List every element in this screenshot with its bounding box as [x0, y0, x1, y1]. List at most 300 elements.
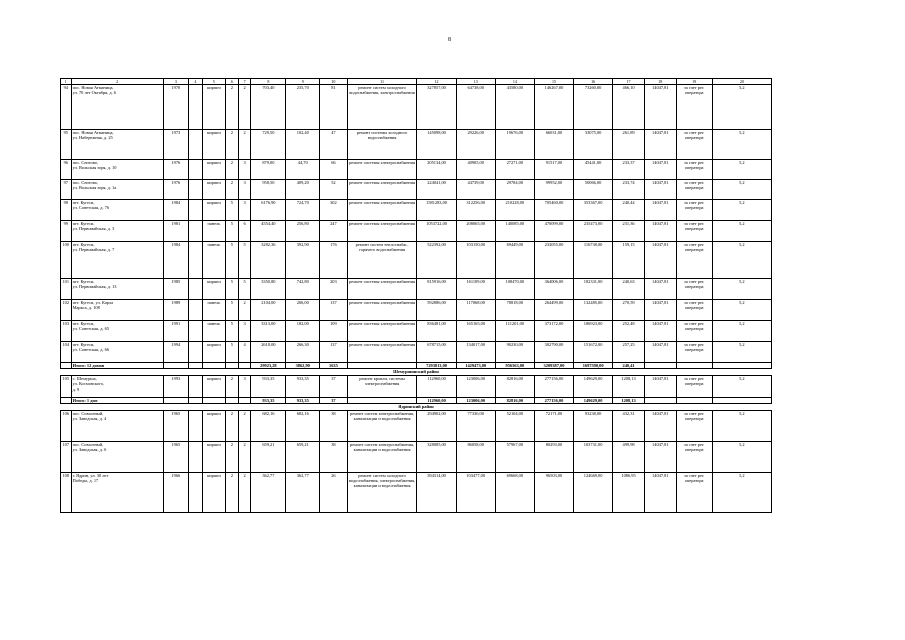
table-cell: 123006,00 — [456, 397, 495, 403]
table-cell: ремонт системы электроснабжения — [347, 321, 417, 342]
table-cell: 43580,00 — [495, 85, 534, 130]
table-row — [61, 321, 772, 342]
table-cell: 116738,00 — [574, 242, 613, 279]
table-cell: за счет рег. оператора — [676, 342, 712, 363]
table-cell: 14047,81 — [644, 279, 676, 300]
table-cell: 44739,00 — [456, 180, 495, 200]
table-cell: 1208,13 — [613, 375, 645, 397]
table-cell: ремонт систем электроснабжения, канализации и водоснабжения — [347, 441, 417, 472]
table-cell: 678715,00 — [417, 342, 456, 363]
table-cell: 14047,81 — [644, 160, 676, 180]
table-cell: 149629,00 — [574, 397, 613, 403]
table-cell: 69668,00 — [495, 472, 534, 512]
table-cell: 240,63 — [613, 279, 645, 300]
table-cell: 14047,81 — [644, 221, 676, 242]
table-cell: 33075,00 — [574, 130, 613, 160]
table-cell: 3 — [238, 180, 251, 200]
table-cell: ремонт систем холодного водоснабжения, электроснабжения, канализации и водоснабжения — [347, 472, 417, 512]
table-cell: 103 — [61, 321, 72, 342]
table-cell: 933,35 — [286, 397, 320, 403]
table-cell: 2 — [226, 410, 239, 441]
table-cell: 703,40 — [251, 85, 286, 130]
table-cell: 1965 — [163, 410, 188, 441]
table-row — [61, 279, 772, 300]
table-cell: 117068,00 — [456, 300, 495, 321]
table-cell: 145098,00 — [417, 130, 456, 160]
table-cell: 14047,81 — [644, 472, 676, 512]
table-cell: Итого: 12 домов — [71, 363, 163, 369]
column-number-cell: 6 — [226, 79, 239, 85]
table-cell: 5,2 — [712, 85, 771, 130]
table-cell: 2 — [226, 180, 239, 200]
table-cell: 96 — [61, 160, 72, 180]
table-cell: пос. Новая Атманица, ул. Набережная, д. 25 — [71, 130, 163, 160]
table-cell: 2 — [226, 375, 239, 397]
table-cell: 1053722,00 — [417, 221, 456, 242]
table-cell: 224041,00 — [417, 180, 456, 200]
table-cell: 470099,00 — [534, 221, 573, 242]
table-cell: 266,30 — [286, 342, 320, 363]
table-cell: 95 — [61, 130, 72, 160]
table-cell: за счет рег. оператора — [676, 180, 712, 200]
table-cell: 102,40 — [286, 130, 320, 160]
table-cell: 373172,00 — [534, 321, 573, 342]
table-cell: кирпич — [202, 342, 225, 363]
table-cell: 91517,00 — [534, 160, 573, 180]
table-cell — [189, 375, 203, 397]
table-cell: 77330,00 — [456, 410, 495, 441]
table-cell: 109 — [320, 321, 348, 342]
table-cell: 5,2 — [712, 279, 771, 300]
table-cell: 5 — [226, 342, 239, 363]
table-cell: 5,2 — [712, 180, 771, 200]
table-cell: 99 — [61, 221, 72, 242]
table-cell: 6 — [238, 221, 251, 242]
table-cell: 432,31 — [613, 410, 645, 441]
table-cell: 107 — [61, 441, 72, 472]
table-cell: ремонт системы электроснабжения — [347, 300, 417, 321]
table-cell — [189, 130, 203, 160]
table-cell: ремонт системы электроснабжения — [347, 221, 417, 242]
table-cell: 327857,00 — [417, 85, 456, 130]
table-cell: 57967,00 — [495, 441, 534, 472]
table-cell: 37 — [320, 375, 348, 397]
table-cell: 2 — [238, 441, 251, 472]
table-cell: за счет рег. оператора — [676, 242, 712, 279]
table-cell: 137 — [320, 300, 348, 321]
table-cell: 252,48 — [613, 321, 645, 342]
table-cell: 1086,95 — [613, 472, 645, 512]
table-cell: кирпич — [202, 375, 225, 397]
table-cell: 5,2 — [712, 221, 771, 242]
table-cell: 270,59 — [613, 300, 645, 321]
table-cell: 14047,81 — [644, 85, 676, 130]
table-cell: 2 — [238, 130, 251, 160]
table-cell: 394314,00 — [417, 472, 456, 512]
table-cell: 257,25 — [613, 342, 645, 363]
table-cell: 5 — [226, 221, 239, 242]
table-cell: 247 — [320, 221, 348, 242]
table-cell: 5,2 — [712, 472, 771, 512]
table-cell: г. Ядрин, ул. 30 лет Победы, д. 17 — [71, 472, 163, 512]
table-cell: 5,2 — [712, 130, 771, 160]
table-cell: 3862,90 — [286, 363, 320, 369]
table-cell: 2618,00 — [251, 342, 286, 363]
repair-plan-table — [60, 78, 772, 513]
table-cell: пос. Сеитово, ул. Вольская зоря, д. 10 — [71, 160, 163, 180]
table-row — [61, 130, 772, 160]
table-cell: кирпич — [202, 130, 225, 160]
table-cell: ремонт системы электроснабжения — [347, 342, 417, 363]
table-cell: 108470,00 — [495, 279, 534, 300]
table-cell: 112960,00 — [417, 397, 456, 403]
table-cell: кирпич — [202, 472, 225, 512]
table-cell: за счет рег. оператора — [676, 441, 712, 472]
table-cell: 40905,00 — [456, 160, 495, 180]
column-number-cell: 2 — [71, 79, 163, 85]
table-cell: 5 — [238, 279, 251, 300]
table-cell: 14047,81 — [644, 130, 676, 160]
table-cell: 14047,81 — [644, 342, 676, 363]
table-cell: ремонт системы электроснабжения — [347, 200, 417, 221]
table-cell: пгт. Кугеси, ул. Первомайская, д. 3 — [71, 221, 163, 242]
table-cell: 4554,40 — [251, 221, 286, 242]
table-cell: 1973 — [163, 130, 188, 160]
table-cell: ремонт кровли, системы электроснабжения — [347, 375, 417, 397]
table-cell: 235473,00 — [574, 221, 613, 242]
table-cell: 705460,00 — [534, 200, 573, 221]
table-cell: 1984 — [163, 242, 188, 279]
table-cell: 38 — [320, 441, 348, 472]
table-cell: пгт. Кугеси, ул. Первомайская, д. 13 — [71, 279, 163, 300]
table-cell: 100 — [61, 242, 72, 279]
table-cell: 933,35 — [251, 397, 286, 403]
table-cell: 38 — [320, 410, 348, 441]
table-cell: 208065,00 — [456, 221, 495, 242]
table-cell: 2 — [226, 441, 239, 472]
table-cell: 2104,00 — [251, 300, 286, 321]
table-cell: кирпич — [202, 160, 225, 180]
table-cell: 235,70 — [286, 85, 320, 130]
table-cell: 3 — [238, 375, 251, 397]
table-cell: за счет рег. оператора — [676, 200, 712, 221]
table-cell: 5 — [226, 300, 239, 321]
table-cell: пос. Сеитово, ул. Вольская зоря, д. 1а — [71, 180, 163, 200]
table-cell: 94 — [61, 85, 72, 130]
table-cell: 90230,00 — [495, 342, 534, 363]
table-cell: 140085,00 — [495, 221, 534, 242]
table-cell: 682,16 — [251, 410, 286, 441]
table-cell: 233055,00 — [534, 242, 573, 279]
table-cell: 82816,00 — [495, 375, 534, 397]
district-heading: Ядринский район — [61, 404, 772, 410]
table-cell: кирпич — [202, 180, 225, 200]
table-cell: 5,2 — [712, 242, 771, 279]
column-number-cell: 16 — [574, 79, 613, 85]
column-number-cell: 13 — [456, 79, 495, 85]
table-cell: 2 — [226, 472, 239, 512]
table-cell: 3 — [238, 321, 251, 342]
column-number-cell: 14 — [495, 79, 534, 85]
column-number-cell: 15 — [534, 79, 573, 85]
table-cell: 233,74 — [613, 180, 645, 200]
table-cell: 210228,00 — [495, 200, 534, 221]
table-row — [61, 300, 772, 321]
table-cell — [189, 221, 203, 242]
column-number-cell: 17 — [613, 79, 645, 85]
table-cell: 5 — [226, 321, 239, 342]
table-cell: 66 — [320, 160, 348, 180]
table-cell: 19676,00 — [495, 130, 534, 160]
table-cell: 3313,00 — [251, 321, 286, 342]
table-cell — [189, 160, 203, 180]
table-cell: 176 — [320, 242, 348, 279]
table-cell: 3 — [238, 160, 251, 180]
table-cell: 105 — [61, 375, 72, 397]
table-cell: 50066,00 — [574, 180, 613, 200]
table-cell — [189, 321, 203, 342]
table-row — [61, 242, 772, 279]
table-cell: 103477,00 — [456, 472, 495, 512]
table-cell: за счет рег. оператора — [676, 160, 712, 180]
table-cell: 1991 — [163, 321, 188, 342]
table-cell: кирпич — [202, 200, 225, 221]
table-cell: за счет рег. оператора — [676, 472, 712, 512]
table-cell: 52 — [320, 180, 348, 200]
table-cell: 466,10 — [613, 85, 645, 130]
table-cell: 742,80 — [286, 279, 320, 300]
table-cell: за счет рег. оператора — [676, 321, 712, 342]
table-cell: ремонт системы электроснабжения — [347, 180, 417, 200]
table-cell: 101 — [61, 279, 72, 300]
table-cell — [189, 200, 203, 221]
table-cell: 362,77 — [286, 472, 320, 512]
table-cell: 78818,00 — [495, 300, 534, 321]
table-cell: 98 — [61, 200, 72, 221]
table-cell — [189, 300, 203, 321]
table-cell: 14047,81 — [644, 321, 676, 342]
table-cell: за счет рег. оператора — [676, 410, 712, 441]
table-cell: ремонт систем электроснабжения, канализации и водоснабжения — [347, 410, 417, 441]
table-cell: 2 — [238, 85, 251, 130]
table-cell: 134017,00 — [456, 342, 495, 363]
table-cell: панель — [202, 221, 225, 242]
table-cell: 93238,00 — [574, 410, 613, 441]
table-cell: 522392,00 — [417, 242, 456, 279]
district-heading: Шемуршинский район — [61, 369, 772, 375]
table-cell: 3209387,00 — [534, 363, 573, 369]
table-cell: 1965 — [163, 441, 188, 472]
table-cell: 45441,00 — [574, 160, 613, 180]
table-cell: кирпич — [202, 441, 225, 472]
table-cell — [189, 85, 203, 130]
table-cell: ремонт системы электроснабжения — [347, 279, 417, 300]
table-cell: 2 — [238, 300, 251, 321]
table-row — [61, 342, 772, 363]
table-cell: 165165,00 — [456, 321, 495, 342]
table-cell: 182,00 — [286, 321, 320, 342]
table-cell: 1208,13 — [613, 397, 645, 403]
table-row — [61, 85, 772, 130]
table-cell: 1697590,00 — [574, 363, 613, 369]
table-cell: 161109,00 — [456, 279, 495, 300]
table-cell: с. Шемурша, ул. Космовского, д. 9 — [71, 375, 163, 397]
table-cell: 112960,00 — [417, 375, 456, 397]
table-cell: 52104,00 — [495, 410, 534, 441]
column-number-cell: 1 — [61, 79, 72, 85]
table-cell: 1429473,00 — [456, 363, 495, 369]
table-cell: 5 — [226, 242, 239, 279]
table-cell: 836481,00 — [417, 321, 456, 342]
table-cell: 312256,00 — [456, 200, 495, 221]
table-row — [61, 180, 772, 200]
table-cell: 14047,81 — [644, 410, 676, 441]
table-cell: 103731,00 — [574, 441, 613, 472]
table-cell: 103150,00 — [456, 242, 495, 279]
table-cell: кирпич — [202, 85, 225, 130]
table-cell: 294902,00 — [417, 410, 456, 441]
table-cell: 392,90 — [286, 242, 320, 279]
table-cell: кирпич — [202, 279, 225, 300]
table-cell: панель — [202, 321, 225, 342]
table-cell: 1994 — [163, 342, 188, 363]
table-cell: пгт. Кугеси, ул. Советская, д. 76 — [71, 200, 163, 221]
table-cell: 137 — [320, 342, 348, 363]
table-cell: за счет рег. оператора — [676, 221, 712, 242]
table-cell: 2 — [238, 410, 251, 441]
table-cell: 132485,00 — [574, 300, 613, 321]
table-cell: 206,00 — [286, 300, 320, 321]
table-cell: 5,2 — [712, 160, 771, 180]
table-cell: 14047,81 — [644, 300, 676, 321]
table-cell: 5 — [226, 200, 239, 221]
column-number-cell: 12 — [417, 79, 456, 85]
table-cell: 123006,00 — [456, 375, 495, 397]
table-cell: 1989 — [163, 300, 188, 321]
table-cell: пгт. Кугеси, ул. Советская, д. 66 — [71, 342, 163, 363]
table-row — [61, 200, 772, 221]
page-number: 8 — [448, 37, 451, 43]
table-cell: 659,21 — [251, 441, 286, 472]
table-cell — [189, 472, 203, 512]
table-cell: панель — [202, 300, 225, 321]
table-cell: 933,35 — [251, 375, 286, 397]
table-cell: 186923,00 — [574, 321, 613, 342]
table-cell: 149629,00 — [574, 375, 613, 397]
table-row — [61, 472, 772, 512]
table-cell: 362,77 — [251, 472, 286, 512]
table-cell: 5,2 — [712, 200, 771, 221]
table-cell: 99952,00 — [534, 180, 573, 200]
table-cell: 14047,81 — [644, 375, 676, 397]
table-cell: пос. Совхозный, ул. Заводская, д. 6 — [71, 441, 163, 472]
table-cell: 96503,00 — [534, 472, 573, 512]
table-row — [61, 441, 772, 472]
table-cell — [189, 441, 203, 472]
table-cell: 44,70 — [286, 160, 320, 180]
table-cell: 72171,00 — [534, 410, 573, 441]
table-cell: 151672,00 — [574, 342, 613, 363]
table-cell: 73260,00 — [574, 85, 613, 130]
table-cell: за счет рег. оператора — [676, 300, 712, 321]
table-row — [61, 221, 772, 242]
table-cell: 1985 — [163, 279, 188, 300]
table-cell: 205134,00 — [417, 160, 456, 180]
table-cell: 5,2 — [712, 321, 771, 342]
table-cell: 69449,00 — [495, 242, 534, 279]
table-cell: 64738,00 — [456, 85, 495, 130]
table-cell: 159,15 — [613, 242, 645, 279]
column-number-cell: 10 — [320, 79, 348, 85]
table-cell: 958,50 — [251, 180, 286, 200]
table-cell: 302790,00 — [534, 342, 573, 363]
table-cell: 4 — [238, 342, 251, 363]
table-cell: 933,35 — [286, 375, 320, 397]
table-cell: за счет рег. оператора — [676, 375, 712, 397]
table-cell: 264499,00 — [534, 300, 573, 321]
table-cell: 5,2 — [712, 441, 771, 472]
column-number-cell: 19 — [676, 79, 712, 85]
table-cell: 14047,81 — [644, 441, 676, 472]
table-cell: 2 — [226, 130, 239, 160]
table-cell: за счет рег. оператора — [676, 130, 712, 160]
table-cell: 682,16 — [286, 410, 320, 441]
table-cell: 86058,00 — [456, 441, 495, 472]
table-cell: 29226,00 — [456, 130, 495, 160]
table-cell: 499,98 — [613, 441, 645, 472]
table-cell — [189, 410, 203, 441]
table-cell: панель — [202, 242, 225, 279]
table-cell: 1981 — [163, 221, 188, 242]
table-cell: 240,41 — [613, 363, 645, 369]
table-cell: Итого: 1 дом — [71, 397, 163, 403]
table-cell: 3282,36 — [251, 242, 286, 279]
table-cell: 5,2 — [712, 375, 771, 397]
column-number-cell: 20 — [712, 79, 771, 85]
table-cell: 6176,90 — [251, 200, 286, 221]
table-cell: 106 — [61, 410, 72, 441]
table-cell: за счет рег. оператора — [676, 85, 712, 130]
table-cell: 233,37 — [613, 160, 645, 180]
table-cell: пос. Совхозный, ул. Заводская, д. 4 — [71, 410, 163, 441]
table-cell: 592886,00 — [417, 300, 456, 321]
table-cell: 409,20 — [286, 180, 320, 200]
table-row — [61, 375, 772, 397]
table-cell: 1976 — [163, 180, 188, 200]
column-number-cell: 9 — [286, 79, 320, 85]
table-cell: 302 — [320, 200, 348, 221]
table-cell: пгт. Кугеси, ул. Первомайская, д. 7 — [71, 242, 163, 279]
table-cell: 240,44 — [613, 200, 645, 221]
table-cell: 2 — [226, 85, 239, 130]
table-cell: 97 — [61, 180, 72, 200]
table-row — [61, 160, 772, 180]
table-cell: 27271,00 — [495, 160, 534, 180]
table-cell: 879,00 — [251, 160, 286, 180]
table-cell: ремонт системы холодного водоснабжения — [347, 130, 417, 160]
table-cell: 29784,00 — [495, 180, 534, 200]
table-cell: ремонт систем теплоснабж., горячего водоснабжения — [347, 242, 417, 279]
table-cell: ремонт систем холодного водоснабжения, электроснабжения — [347, 85, 417, 130]
table-cell: 81 — [320, 85, 348, 130]
table-cell: 5,2 — [712, 300, 771, 321]
table-cell: 29923,28 — [251, 363, 286, 369]
table-cell: 1984 — [163, 200, 188, 221]
column-number-cell: 5 — [202, 79, 225, 85]
table-cell: 146267,00 — [534, 85, 573, 130]
column-number-cell: 11 — [347, 79, 417, 85]
table-cell: 104 — [61, 342, 72, 363]
